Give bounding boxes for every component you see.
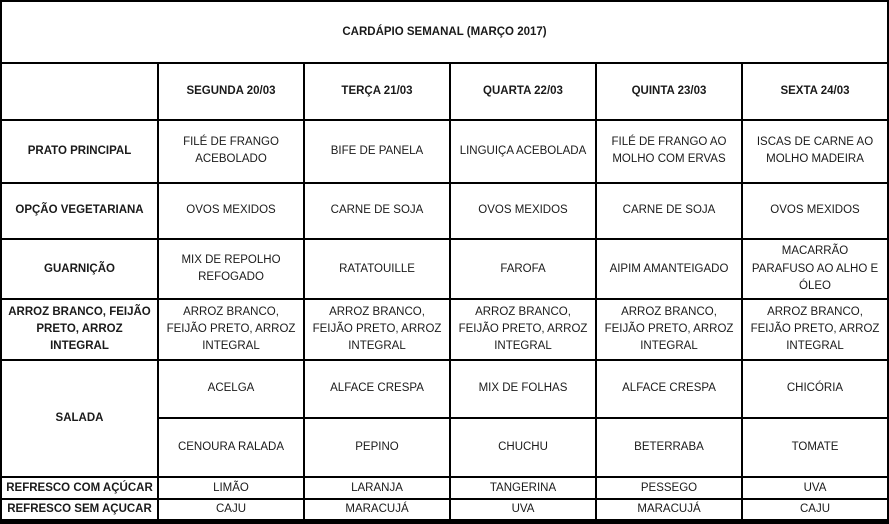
menu-cell: OVOS MEXIDOS xyxy=(450,183,596,239)
row-label-prato-principal: PRATO PRINCIPAL xyxy=(1,120,158,183)
menu-cell: PESSEGO xyxy=(596,477,742,499)
day-header-friday: SEXTA 24/03 xyxy=(742,63,888,119)
menu-cell: ARROZ BRANCO, FEIJÃO PRETO, ARROZ INTEGRAL xyxy=(596,299,742,359)
row-label-salada: SALADA xyxy=(1,360,158,478)
menu-cell: UVA xyxy=(742,477,888,499)
menu-cell: MIX DE FOLHAS xyxy=(450,360,596,418)
menu-cell: TOMATE xyxy=(742,418,888,477)
menu-cell: CHICÓRIA xyxy=(742,360,888,418)
menu-cell: ARROZ BRANCO, FEIJÃO PRETO, ARROZ INTEGRAL xyxy=(304,299,450,359)
row-arroz xyxy=(1,299,888,359)
title-row xyxy=(1,1,888,63)
menu-cell: CHUCHU xyxy=(450,418,596,477)
menu-cell: MIX DE REPOLHO REFOGADO xyxy=(158,239,304,299)
menu-cell: OVOS MEXIDOS xyxy=(742,183,888,239)
row-prato-principal xyxy=(1,120,888,183)
menu-cell: CAJU xyxy=(158,499,304,521)
row-salada-1 xyxy=(1,360,888,418)
menu-cell: MACARRÃO PARAFUSO AO ALHO E ÓLEO xyxy=(742,239,888,299)
day-header-tuesday: TERÇA 21/03 xyxy=(304,63,450,119)
menu-cell: CENOURA RALADA xyxy=(158,418,304,477)
row-label-refresco-com-acucar: REFRESCO COM AÇÚCAR xyxy=(1,477,158,499)
menu-cell: BIFE DE PANELA xyxy=(304,120,450,183)
menu-cell: CARNE DE SOJA xyxy=(304,183,450,239)
corner-cell xyxy=(1,63,158,119)
menu-cell: FAROFA xyxy=(450,239,596,299)
day-header-thursday: QUINTA 23/03 xyxy=(596,63,742,119)
menu-cell: AIPIM AMANTEIGADO xyxy=(596,239,742,299)
row-label-guarnicao: GUARNIÇÃO xyxy=(1,239,158,299)
row-refresco-sem-acucar xyxy=(1,499,888,521)
menu-cell: OVOS MEXIDOS xyxy=(158,183,304,239)
menu-cell: ALFACE CRESPA xyxy=(596,360,742,418)
menu-cell: UVA xyxy=(450,499,596,521)
menu-cell: MARACUJÁ xyxy=(304,499,450,521)
menu-cell: TANGERINA xyxy=(450,477,596,499)
menu-cell: LINGUIÇA ACEBOLADA xyxy=(450,120,596,183)
menu-cell: LIMÃO xyxy=(158,477,304,499)
menu-cell: ACELGA xyxy=(158,360,304,418)
menu-cell: ISCAS DE CARNE AO MOLHO MADEIRA xyxy=(742,120,888,183)
menu-cell: RATATOUILLE xyxy=(304,239,450,299)
row-label-arroz: ARROZ BRANCO, FEIJÃO PRETO, ARROZ INTEGRAL xyxy=(1,299,158,359)
row-guarnicao xyxy=(1,239,888,299)
menu-cell: PEPINO xyxy=(304,418,450,477)
menu-cell: ARROZ BRANCO, FEIJÃO PRETO, ARROZ INTEGRAL xyxy=(450,299,596,359)
row-refresco-com-acucar xyxy=(1,477,888,499)
day-header-monday: SEGUNDA 20/03 xyxy=(158,63,304,119)
page-title: CARDÁPIO SEMANAL (MARÇO 2017) xyxy=(1,1,888,63)
menu-cell: CARNE DE SOJA xyxy=(596,183,742,239)
row-opcao-vegetariana xyxy=(1,183,888,239)
row-label-opcao-vegetariana: OPÇÃO VEGETARIANA xyxy=(1,183,158,239)
menu-cell: ARROZ BRANCO, FEIJÃO PRETO, ARROZ INTEGRAL xyxy=(158,299,304,359)
menu-cell: MARACUJÁ xyxy=(596,499,742,521)
menu-cell: FILÉ DE FRANGO AO MOLHO COM ERVAS xyxy=(596,120,742,183)
menu-cell: CAJU xyxy=(742,499,888,521)
menu-cell: ARROZ BRANCO, FEIJÃO PRETO, ARROZ INTEGRAL xyxy=(742,299,888,359)
row-label-refresco-sem-acucar: REFRESCO SEM AÇUCAR xyxy=(1,499,158,521)
day-header-wednesday: QUARTA 22/03 xyxy=(450,63,596,119)
menu-cell: LARANJA xyxy=(304,477,450,499)
menu-cell: BETERRABA xyxy=(596,418,742,477)
menu-cell: ALFACE CRESPA xyxy=(304,360,450,418)
day-header-row xyxy=(1,63,888,119)
menu-cell: FILÉ DE FRANGO ACEBOLADO xyxy=(158,120,304,183)
